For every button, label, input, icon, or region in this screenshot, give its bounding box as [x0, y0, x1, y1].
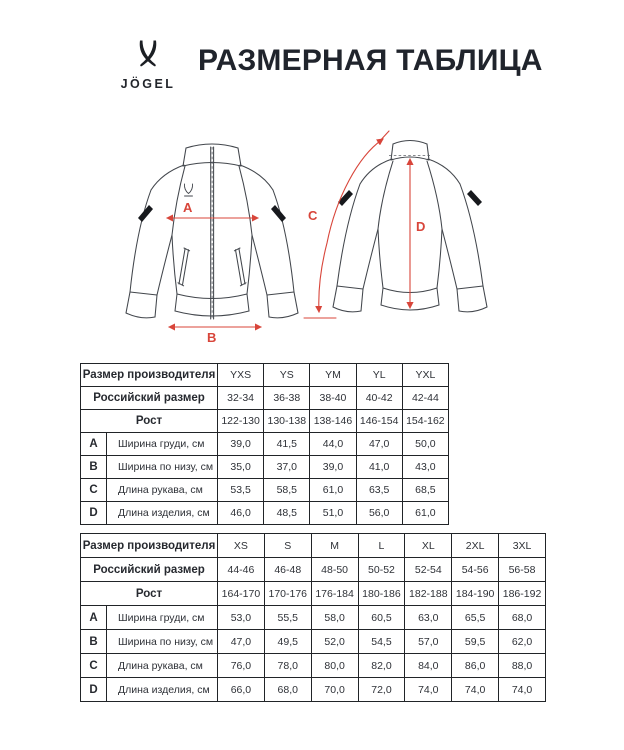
header-label: Рост [81, 582, 218, 606]
measure-value: 60,5 [358, 606, 405, 630]
header-value: S [264, 534, 311, 558]
measure-value: 41,0 [356, 456, 402, 479]
measure-value: 84,0 [405, 654, 452, 678]
measure-value: 58,0 [311, 606, 358, 630]
measure-value: 76,0 [218, 654, 265, 678]
measure-value: 82,0 [358, 654, 405, 678]
page-title: РАЗМЕРНАЯ ТАБЛИЦА [198, 44, 543, 77]
measure-letter: C [81, 479, 107, 502]
measure-value: 86,0 [452, 654, 499, 678]
size-header-row [81, 582, 546, 606]
size-header-row [81, 364, 449, 387]
measure-value: 74,0 [405, 678, 452, 702]
size-header-row [81, 558, 546, 582]
measure-value: 47,0 [356, 433, 402, 456]
measure-value: 47,0 [218, 630, 265, 654]
header-value: 56-58 [499, 558, 546, 582]
header-value: 48-50 [311, 558, 358, 582]
header-value: 180-186 [358, 582, 405, 606]
measure-value: 65,5 [452, 606, 499, 630]
measurement-row [81, 654, 546, 678]
header-value: 36-38 [264, 387, 310, 410]
measure-value: 48,5 [264, 502, 310, 525]
chest-logo-icon [184, 184, 192, 194]
measure-label: Ширина груди, см [107, 433, 218, 456]
dimension-label-c: C [308, 208, 318, 223]
measure-value: 68,5 [402, 479, 448, 502]
size-header-row [81, 387, 449, 410]
dimension-label-d: D [416, 219, 426, 234]
measure-value: 53,5 [218, 479, 264, 502]
measure-value: 57,0 [405, 630, 452, 654]
measure-value: 50,0 [402, 433, 448, 456]
measurement-row [81, 479, 449, 502]
measure-label: Ширина по низу, см [107, 630, 218, 654]
measure-value: 61,0 [310, 479, 356, 502]
header-value: 38-40 [310, 387, 356, 410]
measure-value: 61,0 [402, 502, 448, 525]
header-value: 184-190 [452, 582, 499, 606]
dimension-label-b: B [207, 330, 217, 344]
header-value: 146-154 [356, 410, 402, 433]
jacket-front-diagram [100, 132, 320, 344]
measure-letter: B [81, 456, 107, 479]
header-value: XS [218, 534, 265, 558]
measure-value: 43,0 [402, 456, 448, 479]
header-value: YS [264, 364, 310, 387]
measure-value: 63,0 [405, 606, 452, 630]
measure-letter: D [81, 502, 107, 525]
measure-value: 39,0 [310, 456, 356, 479]
jacket-back-diagram [290, 128, 530, 355]
measure-letter: B [81, 630, 107, 654]
measure-label: Длина изделия, см [107, 678, 218, 702]
size-header-row [81, 534, 546, 558]
header-value: 164-170 [218, 582, 265, 606]
measure-value: 74,0 [452, 678, 499, 702]
measure-value: 70,0 [311, 678, 358, 702]
header-value: 44-46 [218, 558, 265, 582]
header-value: YL [356, 364, 402, 387]
header-value: 182-188 [405, 582, 452, 606]
measure-letter: C [81, 654, 107, 678]
measure-value: 49,5 [264, 630, 311, 654]
header-value: 170-176 [264, 582, 311, 606]
measure-value: 55,5 [264, 606, 311, 630]
header-label: Размер производителя [81, 364, 218, 387]
header-value: XL [405, 534, 452, 558]
header-value: L [358, 534, 405, 558]
dimension-arrow-c [304, 131, 389, 318]
header-value: 2XL [452, 534, 499, 558]
header-value: 46-48 [264, 558, 311, 582]
measure-value: 59,5 [452, 630, 499, 654]
adult-size-table [80, 533, 546, 702]
header-value: YXS [218, 364, 264, 387]
header-label: Российский размер [81, 387, 218, 410]
measure-value: 78,0 [264, 654, 311, 678]
back-right-sleeve-stripe [467, 190, 482, 206]
measure-value: 62,0 [499, 630, 546, 654]
header-value: 138-146 [310, 410, 356, 433]
measure-value: 52,0 [311, 630, 358, 654]
dimension-label-a: A [183, 200, 193, 215]
measure-letter: A [81, 433, 107, 456]
measure-value: 58,5 [264, 479, 310, 502]
brand-icon [133, 37, 163, 74]
header-label: Российский размер [81, 558, 218, 582]
measure-value: 68,0 [499, 606, 546, 630]
header-value: YXL [402, 364, 448, 387]
measure-value: 46,0 [218, 502, 264, 525]
measure-value: 66,0 [218, 678, 265, 702]
header-value: 176-184 [311, 582, 358, 606]
measure-value: 41,5 [264, 433, 310, 456]
measurement-row [81, 433, 449, 456]
header-value: 32-34 [218, 387, 264, 410]
measure-value: 56,0 [356, 502, 402, 525]
header-value: 186-192 [499, 582, 546, 606]
measure-value: 63,5 [356, 479, 402, 502]
size-header-row [81, 410, 449, 433]
measure-value: 68,0 [264, 678, 311, 702]
brand-name: JÖGEL [120, 77, 176, 91]
header-value: 52-54 [405, 558, 452, 582]
measure-label: Длина рукава, см [107, 654, 218, 678]
measure-value: 35,0 [218, 456, 264, 479]
measure-value: 39,0 [218, 433, 264, 456]
measure-label: Длина изделия, см [107, 502, 218, 525]
header-value: 3XL [499, 534, 546, 558]
header-value: 50-52 [358, 558, 405, 582]
header-value: 54-56 [452, 558, 499, 582]
measurement-row [81, 502, 449, 525]
header-value: 130-138 [264, 410, 310, 433]
measure-value: 44,0 [310, 433, 356, 456]
header-label: Размер производителя [81, 534, 218, 558]
header-value: 42-44 [402, 387, 448, 410]
measurement-row [81, 630, 546, 654]
measure-value: 72,0 [358, 678, 405, 702]
measure-value: 74,0 [499, 678, 546, 702]
measure-value: 88,0 [499, 654, 546, 678]
measurement-row [81, 678, 546, 702]
youth-size-table [80, 363, 449, 525]
brand-logo [112, 37, 184, 91]
measure-value: 51,0 [310, 502, 356, 525]
measure-label: Ширина по низу, см [107, 456, 218, 479]
dimension-arrow-d [410, 159, 425, 308]
measure-label: Длина рукава, см [107, 479, 218, 502]
measure-value: 80,0 [311, 654, 358, 678]
measure-value: 54,5 [358, 630, 405, 654]
header-value: 122-130 [218, 410, 264, 433]
measurement-row [81, 606, 546, 630]
measure-value: 37,0 [264, 456, 310, 479]
header-label: Рост [81, 410, 218, 433]
measure-label: Ширина груди, см [107, 606, 218, 630]
measure-letter: A [81, 606, 107, 630]
dimension-arrow-b [169, 327, 261, 344]
header-value: 40-42 [356, 387, 402, 410]
measurement-row [81, 456, 449, 479]
header-value: 154-162 [402, 410, 448, 433]
header-value: M [311, 534, 358, 558]
measure-letter: D [81, 678, 107, 702]
header-value: YM [310, 364, 356, 387]
measure-value: 53,0 [218, 606, 265, 630]
